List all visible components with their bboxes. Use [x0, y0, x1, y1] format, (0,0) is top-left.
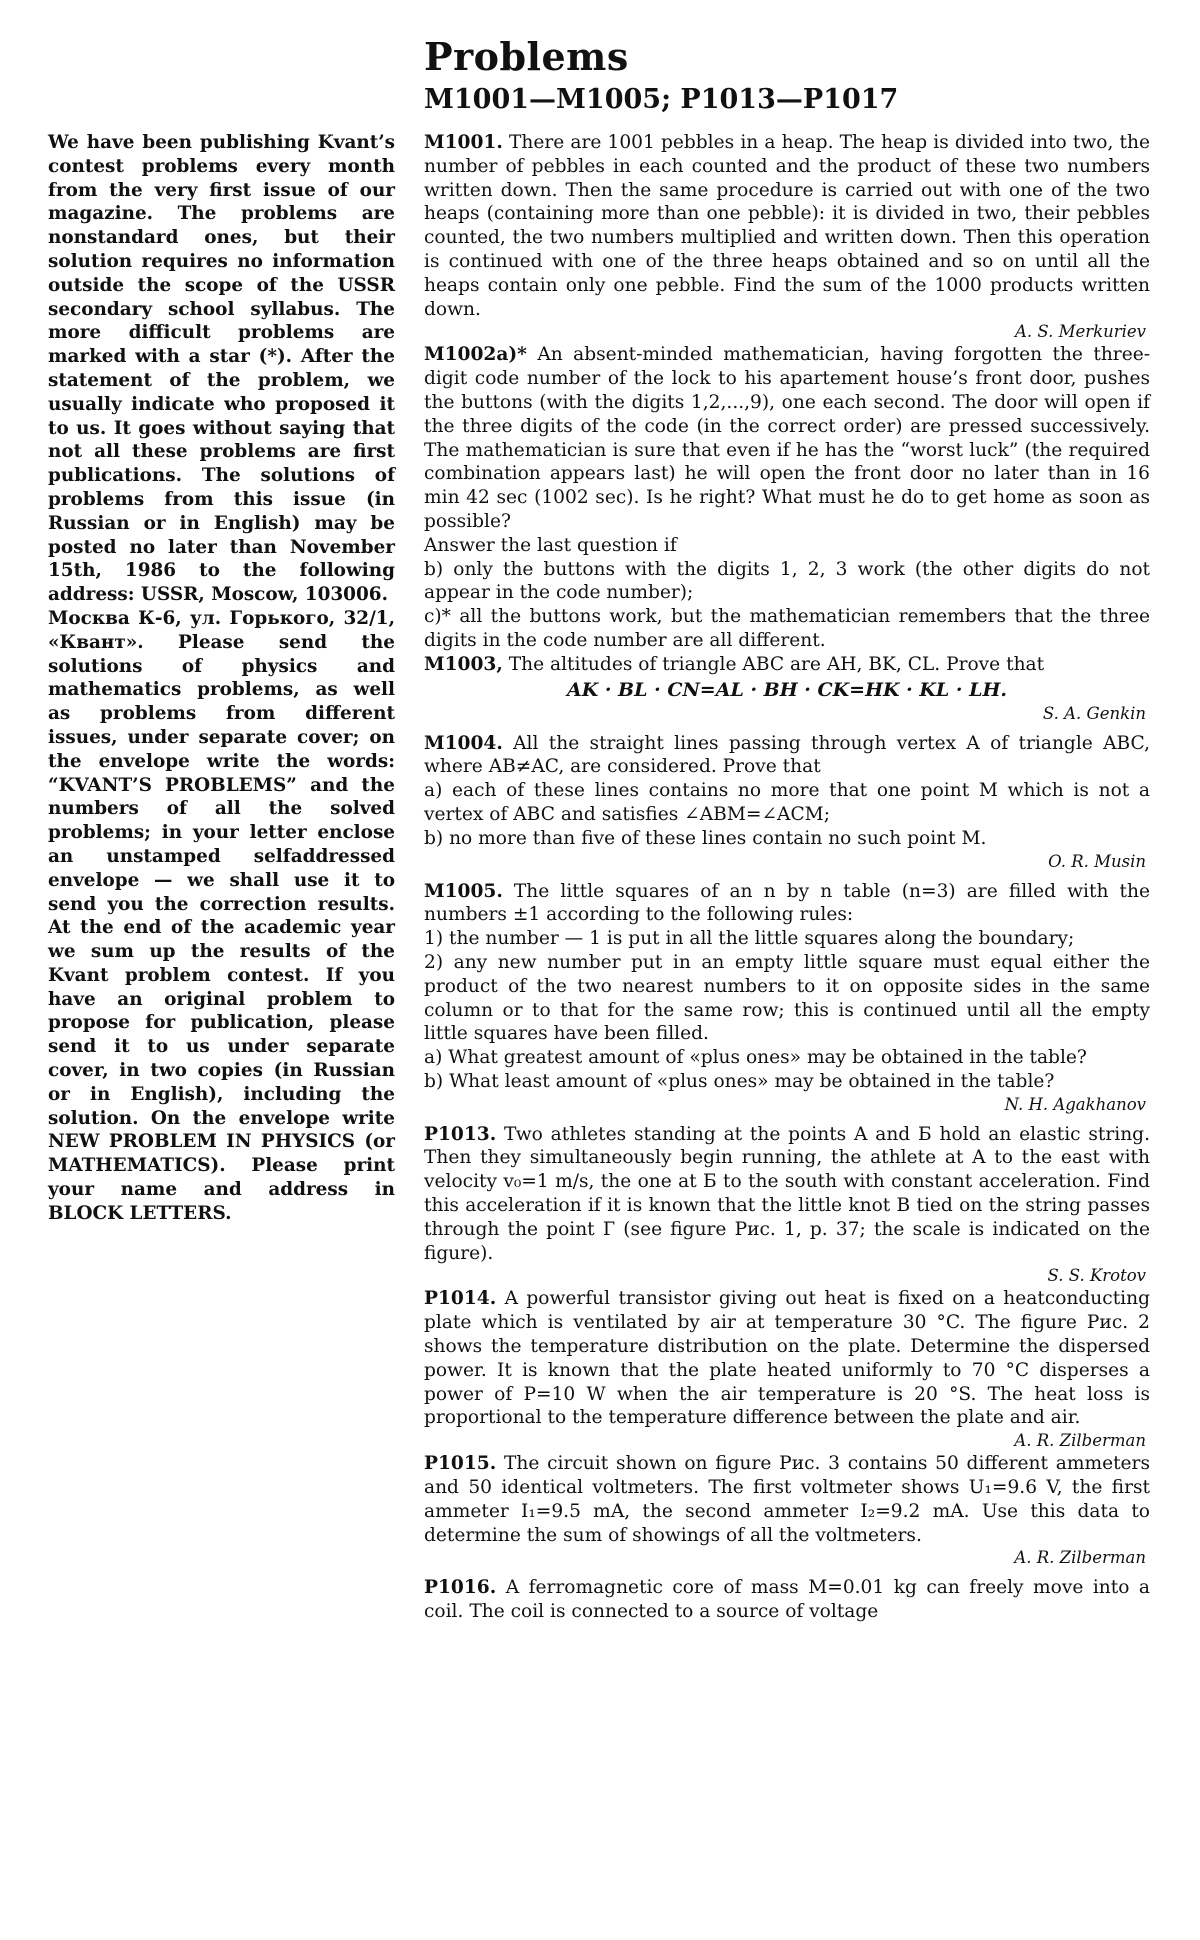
problem-text: The little squares of an n by n table (n=3) are filled with the numbers ±1 according to the following rules:: [424, 880, 1150, 926]
problem-p1015: [424, 1452, 1150, 1569]
problem-id: M1005.: [424, 880, 503, 902]
problem-text: A ferromagnetic core of mass M=0.01 kg can freely move into a coil. The coil is connected to a source of voltage: [424, 1577, 1150, 1623]
problem-id: M1004.: [424, 732, 503, 754]
problem-id: M1002a)*: [424, 344, 527, 366]
problem-m1005: [424, 880, 1150, 1116]
problem-text: Two athletes standing at the points A and Б hold an elastic string. Then they simultaneously begin running, the athlete at A to the east with velocity v₀=1 m/s, the one at Б to the south with constant acceleration. Find this acceleration if it is known that the little knot B tied on the string passes through the point Г (see figure Рис. 1, p. 37; the scale is indicated on the figure).: [424, 1123, 1150, 1264]
problem-id: P1014.: [424, 1288, 497, 1310]
problem-p1013: [424, 1123, 1150, 1288]
problem-author: A. R. Zilberman: [1014, 1431, 1146, 1451]
problem-part-a: a) What greatest amount of «plus ones» may be obtained in the table?: [424, 1047, 1087, 1069]
problem-id: P1015.: [424, 1453, 497, 1475]
problem-id: M1001.: [424, 132, 503, 153]
problem-part-b: b) no more than five of these lines contain no such point M.: [424, 827, 987, 849]
problem-text: An absent-minded mathematician, having forgotten the three-digit code number of the lock to his apartement house’s front door, pushes the buttons (with the digits 1,2,...,9), one each second. The door will open if the three digits of the code (in the correct order) are pressed successively. The mathematician is sure that even if he has the “worst luck” (the required combination appears last) he will open the front door no later than in 16 min 42 sec (1002 sec). Is he right? What must he do to get home as soon as possible?: [424, 344, 1150, 532]
page-title: Problems: [424, 34, 629, 79]
problem-text: The circuit shown on figure Рис. 3 contains 50 different ammeters and 50 identical voltmeters. The first voltmeter shows U₁=9.6 V, the first ammeter I₁=9.5 mA, the second ammeter I₂=9.2 mA. Use this data to determine the sum of showings of all the voltmeters.: [424, 1453, 1150, 1546]
problem-author: A. R. Zilberman: [1014, 1548, 1146, 1568]
sidebar-intro: [48, 131, 395, 1226]
problem-m1002: [424, 343, 1150, 652]
problem-id: P1016.: [424, 1577, 497, 1599]
problem-rule-1: 1) the number — 1 is put in all the little squares along the boundary;: [424, 928, 1075, 950]
problem-author: N. H. Agakhanov: [1004, 1094, 1146, 1114]
problem-m1003: [424, 653, 1150, 725]
problem-author: A. S. Merkuriev: [1014, 322, 1146, 342]
problem-list: [424, 131, 1150, 1624]
problem-part-b: b) What least amount of «plus ones» may be obtained in the table?: [424, 1070, 1055, 1092]
intro-paragraph: We have been publishing Kvant’s contest problems every month from the very first issue of our magazine. The problems are nonstandard ones, but their solution requires no information outside the scope of the USSR secondary school syllabus. The more difficult problems are marked with a star (*). After the statement of the problem, we usually indicate who proposed it to us. It goes without saying that not all these problems are first publications. The solutions of problems from this issue (in Russian or in English) may be posted no later than November 15th, 1986 to the following address: USSR, Moscow, 103006.: [48, 132, 395, 606]
problem-part-c: c)* all the buttons work, but the mathematician remembers that the three digits in the code number are all different.: [424, 606, 1150, 651]
problem-text: All the straight lines passing through vertex A of triangle ABC, where AB≠AC, are considered. Prove that: [424, 732, 1150, 778]
problem-author: S. S. Krotov: [1047, 1266, 1146, 1286]
problem-id: P1013.: [424, 1123, 497, 1145]
problem-p1016: [424, 1576, 1150, 1624]
address-paragraph: Москва К-6, ул. Горького, 32/1, «Квант». Please send the solutions of physics and mathematics problems, as well as problems from different issues, under separate cover; on the envelope write the words: “KVANT’S PROBLEMS” and the numbers of all the solved problems; in your letter enclose an unstamped selfaddressed envelope — we shall use it to send you the correction results. At the end of the academic year we sum up the results of the Kvant problem contest. If you have an original problem to propose for publication, please send it to us under separate cover, in two copies (in Russian or in English), including the solution. On the envelope write NEW PROBLEM IN PHYSICS (or MATHEMATICS). Please print your name and address in BLOCK LETTERS.: [48, 607, 395, 1224]
problem-p1014: [424, 1287, 1150, 1452]
problem-part-a: a) each of these lines contains no more that one point M which is not a vertex of ABC and satisfies ∠ABM=∠ACM;: [424, 780, 1150, 825]
problem-text: The altitudes of triangle ABC are AH, BK, CL. Prove that: [502, 653, 1045, 675]
problem-author: S. A. Genkin: [1042, 703, 1146, 723]
problem-id: M1003,: [424, 653, 503, 675]
problem-text: A powerful transistor giving out heat is fixed on a heatconducting plate which is ventilated by air at temperature 30 °C. The figure Рис. 2 shows the temperature distribution on the plate. Determine the dispersed power. It is known that the plate heated uniformly to 70 °C disperses a power of P=10 W when the air temperature is 20 °S. The heat loss is proportional to the temperature difference between the plate and air.: [424, 1288, 1150, 1429]
problem-text: There are 1001 pebbles in a heap. The heap is divided into two, the number of pebbles in each counted and the product of these two numbers written down. Then the same procedure is carried out with one of the two heaps (containing more than one pebble): it is divided in two, their pebbles counted, the two numbers multiplied and written down. Then this operation is continued with one of the three heaps obtained and so on until all the heaps contain only one pebble. Find the sum of the 1000 products written down.: [424, 132, 1150, 320]
problem-part-b: b) only the buttons with the digits 1, 2, 3 work (the other digits do not appear in the code number);: [424, 558, 1150, 604]
problem-formula: AK · BL · CN=AL · BH · CK=HK · KL · LH.: [566, 678, 1008, 701]
problem-m1001: [424, 131, 1150, 343]
problem-rule-2: 2) any new number put in an empty little square must equal either the product of the two nearest numbers to it on opposite sides in the same column or to that for the same row; this is continued until all the empty little squares have been filled.: [424, 951, 1150, 1045]
problem-author: O. R. Musin: [1048, 851, 1146, 871]
page-subtitle: M1001—M1005; P1013—P1017: [424, 84, 899, 115]
problem-m1004: [424, 732, 1150, 873]
problem-continuation: Answer the last question if: [424, 534, 677, 556]
